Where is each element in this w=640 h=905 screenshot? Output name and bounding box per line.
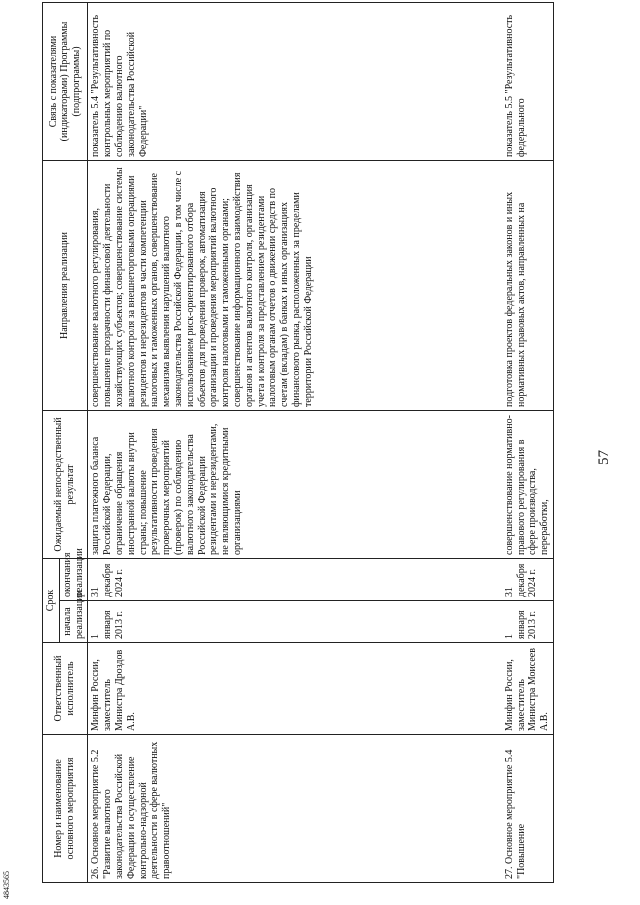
row-result: защита платежного баланса Российской Федерации, ограничение обращения иностранной валюты внутри страны; повышение результативности проведения проверочных мероприятий (проверок) по соблюдению валютного законодательства Российской Федерации резидентами и нерезидентами, не являющимися кредитными организациями [88,411,502,559]
row-start: 1 января 2013 г. [88,601,502,643]
row-responsible: Минфин России, заместитель Министра Моисеев А.В. [502,643,554,735]
row-directions: подготовка проектов федеральных законов и иных нормативных правовых актов, направленных на [502,161,554,411]
document-id: 4843565 [2,871,11,899]
page-number: 57 [596,450,612,465]
header-start: начала реализации [59,601,88,643]
table-row [88,3,502,883]
row-link: показатель 5.4 "Результативность контрольных мероприятий по соблюдению валютного законодательства Российской Федерации" [88,3,502,161]
header-name: Номер и наименование основного мероприятия [43,735,88,883]
header-link: Связь с показателями (индикаторами) Программы (подпрограммы) [43,3,88,161]
row-name [88,735,502,883]
row-start: 1 января 2013 г. [502,601,554,643]
header-result: Ожидаемый непосредственный результат [43,411,88,559]
row-responsible: Минфин России, заместитель Министра Дроздов А.В. [88,643,502,735]
row-end: 31 декабря 2024 г. [88,559,502,601]
header-srok: Срок [43,559,60,643]
row-link: показатель 5.5 "Результативность федерального [502,3,554,161]
measures-table [42,2,554,883]
header-directions: Направления реализации [43,161,88,411]
row-name [502,735,554,883]
row-title: Основное мероприятие 5.4 "Повышение [503,749,527,879]
row-title: Основное мероприятие 5.2 "Развитие валютного законодательства Российской Федерации и осуществление контрольно-надзорной деятельности в сфере валютных правоотношений" [90,741,173,879]
header-end: окончания реализации [59,559,88,601]
row-result: совершенствование нормативно-правового регулирования в сфере производства, переработки, [502,411,554,559]
row-directions: совершенствование валютного регулирования, повышение прозрачности финансовой деятельности хозяйствующих субъектов; совершенствование системы валютного контроля за внешнеторговыми операциями резидентов и нерезидентов в части компетенции налоговых и таможенных органов, совершенствование механизма выявления нарушений валютного законодательства Российской Федерации, в том числе с использованием риск-ориентированного отбора объектов для проведения проверок, автоматизация организации и проведения мероприятий валютного контроля налоговыми и таможенными органами; совершенствование информационного взаимодействия органов и агентов валютного контроля, организация учета и контроля за представлением резидентами налоговым органам отчетов о движении средств по счетам (вкладам) в банках и иных организациях финансового рынка, расположенных за пределами территории Российской Федерации [88,161,502,411]
row-number: 26. [90,866,102,879]
row-end: 31 декабря 2024 г. [502,559,554,601]
header-row [43,3,60,883]
row-number: 27. [503,866,515,879]
table-row [502,3,554,883]
header-responsible: Ответственный исполнитель [43,643,88,735]
